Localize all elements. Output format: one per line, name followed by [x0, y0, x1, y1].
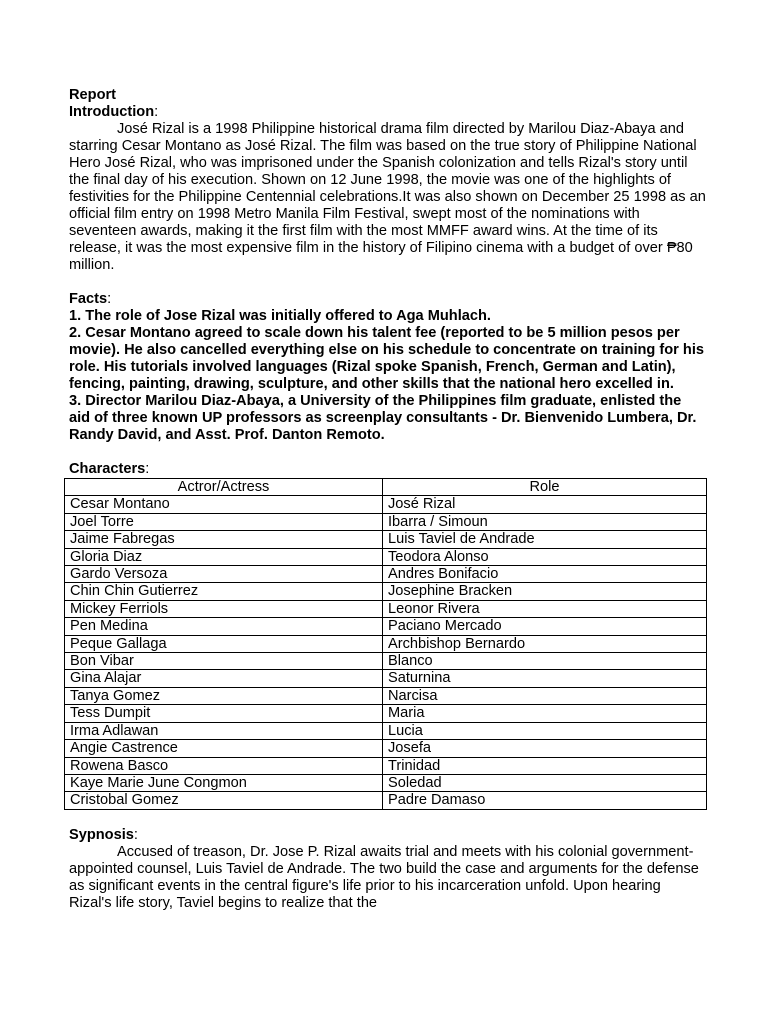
role-cell: Luis Taviel de Andrade [383, 531, 707, 548]
table-row [65, 566, 707, 583]
role-cell: Soledad [383, 774, 707, 791]
actor-cell: Rowena Basco [65, 757, 383, 774]
role-cell: Saturnina [383, 670, 707, 687]
introduction-colon: : [154, 104, 159, 120]
role-cell: Lucia [383, 722, 707, 739]
table-header-row [65, 479, 707, 496]
role-cell: Narcisa [383, 687, 707, 704]
report-title: Report [69, 87, 117, 103]
table-row [65, 531, 707, 548]
role-cell: Blanco [383, 653, 707, 670]
actor-cell: Cristobal Gomez [65, 792, 383, 809]
characters-colon: : [145, 461, 150, 477]
spacer [69, 444, 706, 461]
role-cell: Josephine Bracken [383, 583, 707, 600]
role-cell: José Rizal [383, 496, 707, 513]
table-row [65, 653, 707, 670]
actor-cell: Peque Gallaga [65, 635, 383, 652]
role-cell: Andres Bonifacio [383, 566, 707, 583]
introduction-heading [69, 104, 706, 121]
actor-cell: Angie Castrence [65, 740, 383, 757]
actor-cell: Gardo Versoza [65, 566, 383, 583]
table-row [65, 548, 707, 565]
actor-cell: Tess Dumpit [65, 705, 383, 722]
role-cell: Paciano Mercado [383, 618, 707, 635]
fact-item: 1. The role of Jose Rizal was initially offered to Aga Muhlach. [69, 308, 491, 324]
role-cell: Leonor Rivera [383, 600, 707, 617]
table-row [65, 740, 707, 757]
table-row [65, 618, 707, 635]
role-cell: Ibarra / Simoun [383, 513, 707, 530]
actor-cell: Gina Alajar [65, 670, 383, 687]
actor-cell: Mickey Ferriols [65, 600, 383, 617]
table-row [65, 774, 707, 791]
spacer [69, 810, 706, 827]
table-row [65, 583, 707, 600]
actor-cell: Irma Adlawan [65, 722, 383, 739]
actor-cell: Joel Torre [65, 513, 383, 530]
table-row [65, 600, 707, 617]
table-row [65, 687, 707, 704]
role-cell: Padre Damaso [383, 792, 707, 809]
actor-cell: Gloria Diaz [65, 548, 383, 565]
actor-cell: Jaime Fabregas [65, 531, 383, 548]
actor-cell: Bon Vibar [65, 653, 383, 670]
table-row [65, 513, 707, 530]
column-header-actor: Actror/Actress [65, 479, 383, 496]
role-cell: Trinidad [383, 757, 707, 774]
table-row [65, 792, 707, 809]
table-row [65, 757, 707, 774]
actor-cell: Pen Medina [65, 618, 383, 635]
actor-cell: Tanya Gomez [65, 687, 383, 704]
characters-label: Characters [69, 461, 146, 477]
role-cell: Archbishop Bernardo [383, 635, 707, 652]
table-row [65, 670, 707, 687]
fact-item: 3. Director Marilou Diaz-Abaya, a University of the Philippines film graduate, enlisted the aid of three known UP professors as screenplay consultants - Dr. Bienvenido Lumbera, Dr. Randy David, and Asst. Prof. Danton Remoto. [69, 393, 697, 443]
introduction-paragraph: José Rizal is a 1998 Philippine historical drama film directed by Marilou Diaz-Abaya and starring Cesar Montano as José Rizal. The film was based on the true story of Philippine National Hero José Rizal, who was imprisoned under the Spanish colonization and tells Rizal's story until the final day of his execution. Shown on 12 June 1998, the movie was one of the highlights of festivities for the Philippine Centennial celebrations.It was also shown on December 25 1998 as an official film entry on 1998 Metro Manila Film Festival, swept most of the nominations with seventeen awards, making it the first film with the most MMFF award wins. At the time of its release, it was the most expensive film in the history of Filipino cinema with a budget of over ₱80 million. [69, 121, 706, 273]
role-cell: Teodora Alonso [383, 548, 707, 565]
synopsis-heading [69, 827, 706, 844]
role-cell: Josefa [383, 740, 707, 757]
characters-table [64, 478, 707, 810]
spacer [69, 274, 706, 291]
table-row [65, 635, 707, 652]
synopsis-colon: : [133, 826, 138, 843]
synopsis-label: Sypnosis [69, 826, 134, 843]
table-row [65, 722, 707, 739]
role-cell: Maria [383, 705, 707, 722]
synopsis-paragraph: Accused of treason, Dr. Jose P. Rizal awaits trial and meets with his colonial government-appointed counsel, Luis Taviel de Andrade. The two build the case and arguments for the defense as significant events in the central figure's life prior to his incarceration unfold. Upon hearing Rizal's life story, Taviel begins to realize that the [69, 843, 699, 911]
facts-colon: : [107, 291, 112, 307]
table-row [65, 496, 707, 513]
column-header-role: Role [383, 479, 707, 496]
table-row [65, 705, 707, 722]
introduction-label: Introduction [69, 104, 155, 120]
facts-heading [69, 291, 706, 308]
actor-cell: Chin Chin Gutierrez [65, 583, 383, 600]
fact-item: 2. Cesar Montano agreed to scale down his talent fee (reported to be 5 million pesos per movie). He also cancelled everything else on his schedule to concentrate on training for his role. His tutorials involved languages (Rizal spoke Spanish, French, German and Latin), fencing, painting, drawing, sculpture, and other skills that the national hero excelled in. [69, 325, 704, 392]
characters-heading [69, 461, 706, 478]
facts-label: Facts [69, 291, 108, 307]
actor-cell: Cesar Montano [65, 496, 383, 513]
actor-cell: Kaye Marie June Congmon [65, 774, 383, 791]
